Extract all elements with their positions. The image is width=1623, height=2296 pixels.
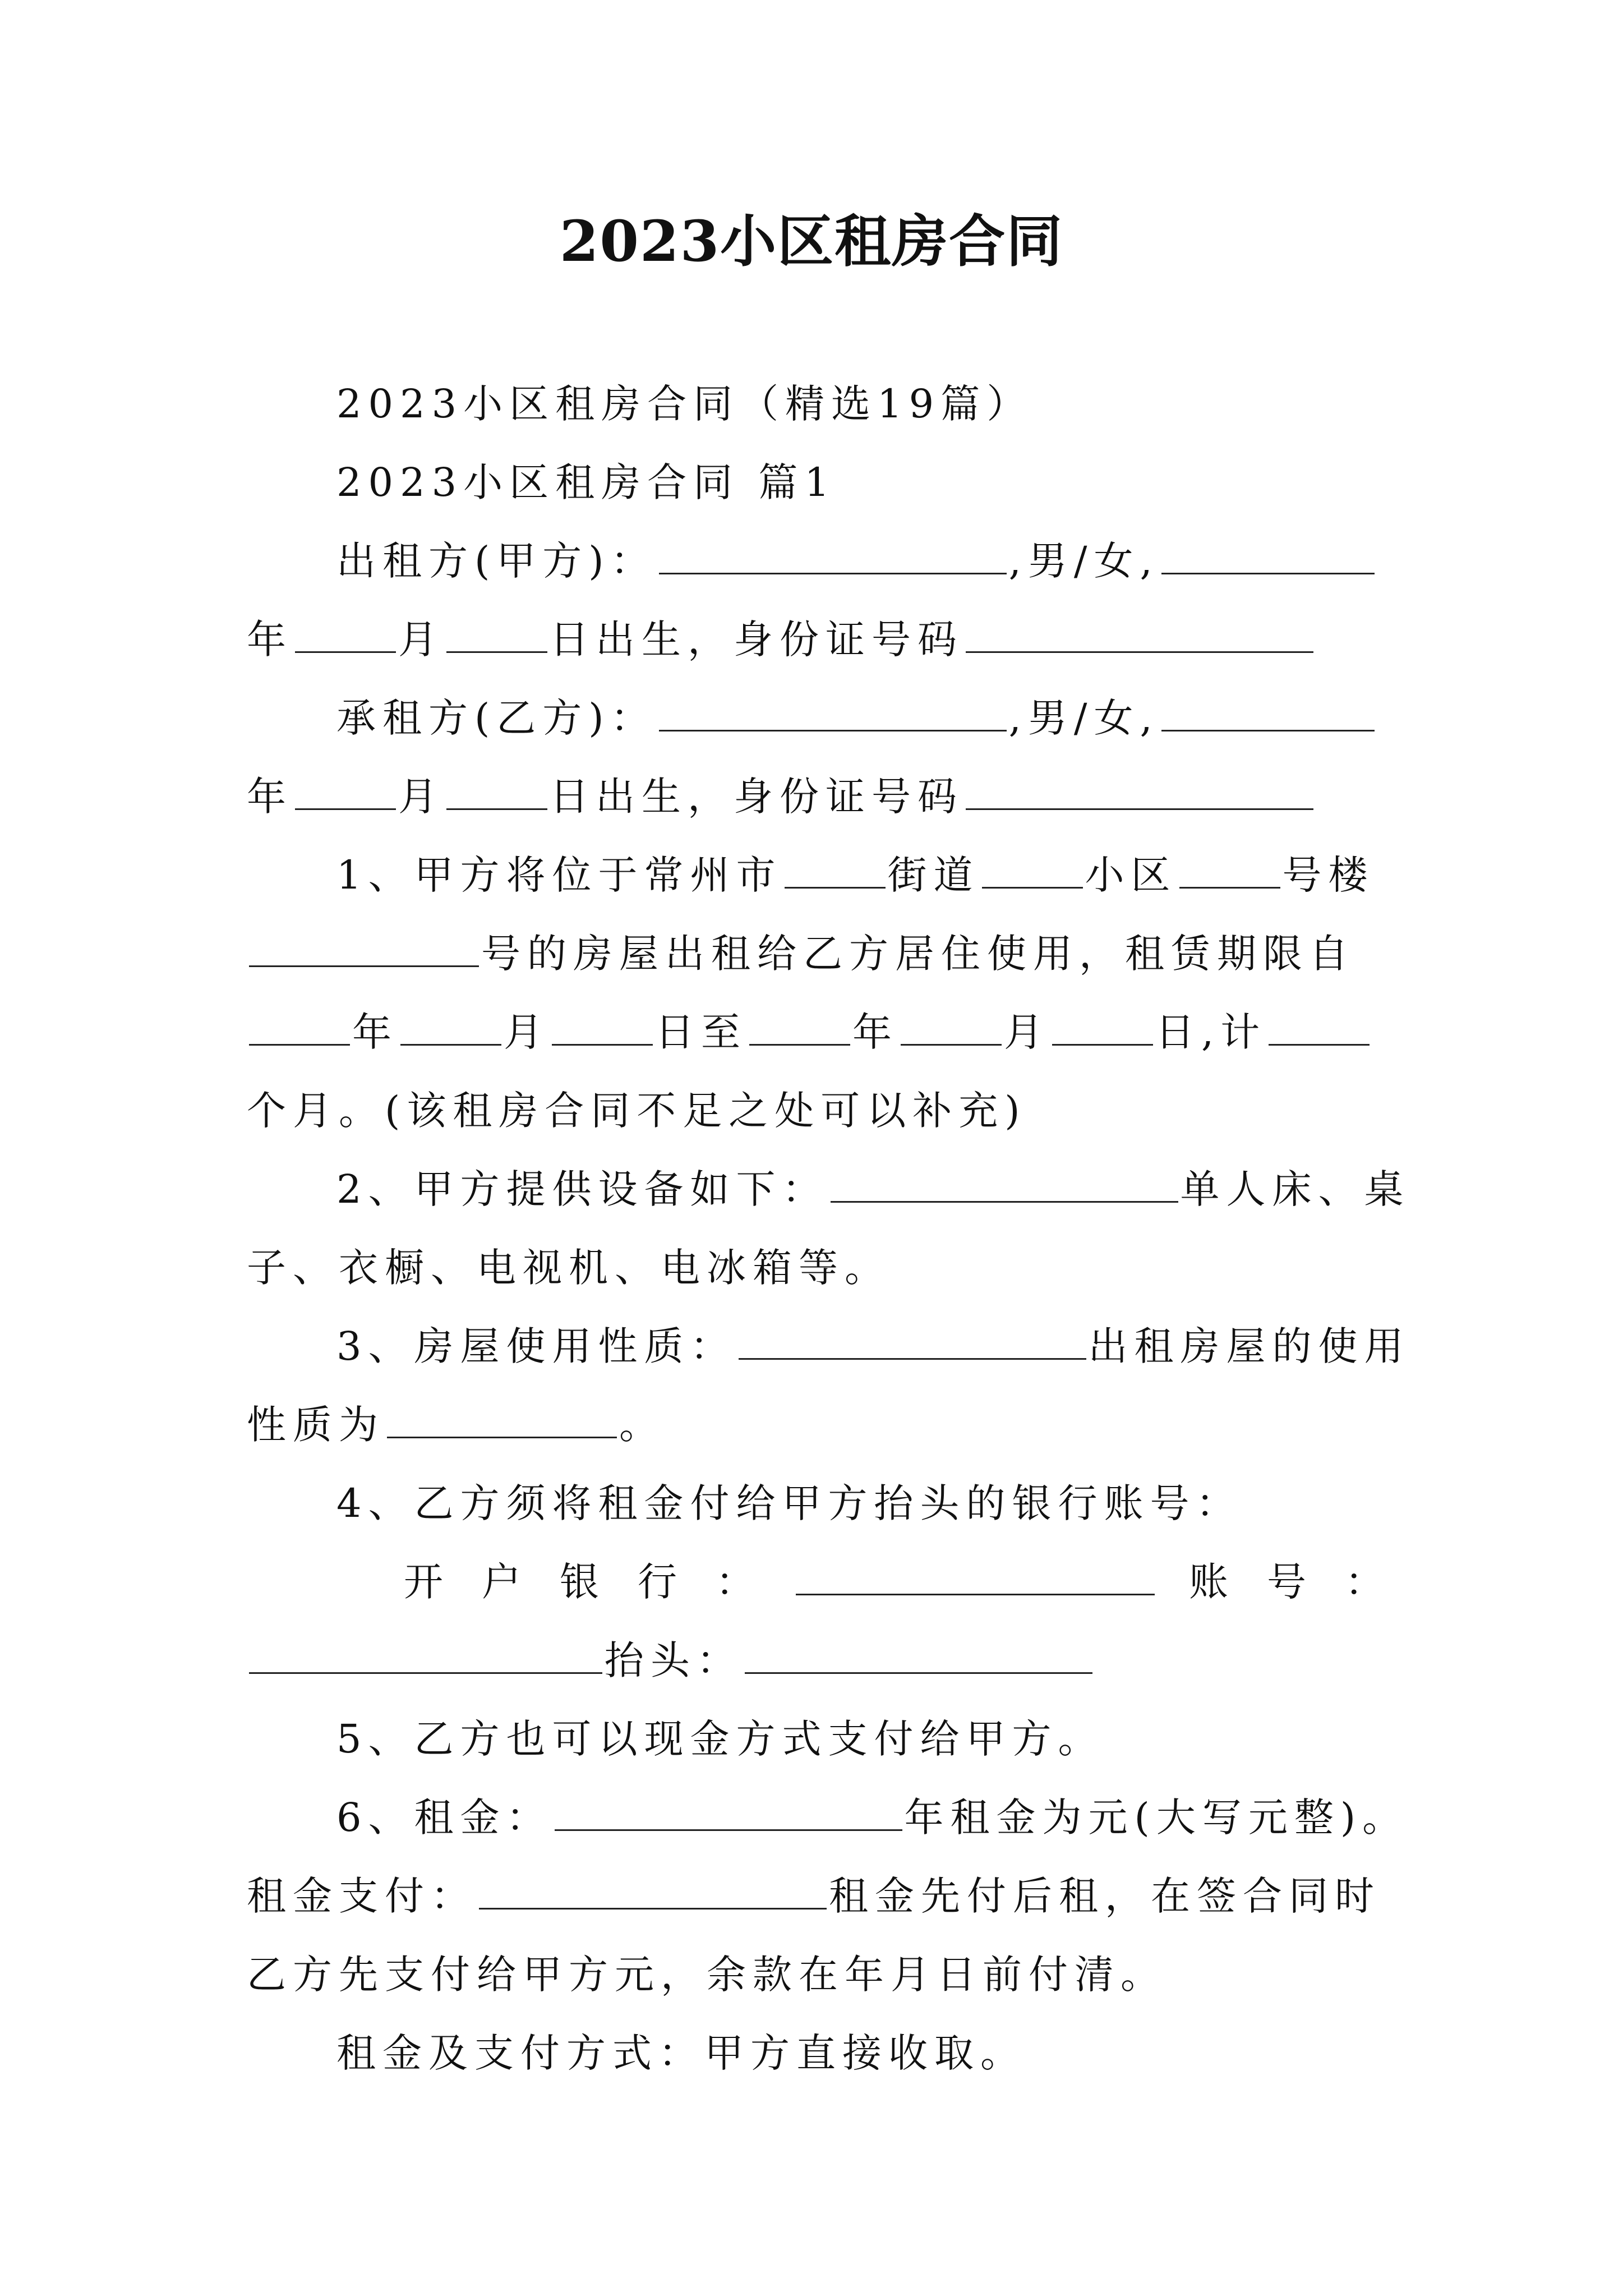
rent-payment-blank	[479, 1864, 827, 1910]
account-char: 账	[1189, 1559, 1235, 1605]
party-b-gender: ,男/女,	[1008, 695, 1159, 741]
clause6-line3: 乙方先支付给甲方元，余款在年月日前付清。	[247, 1952, 1166, 1998]
months-count-blank	[1269, 1000, 1370, 1046]
party-a-birth-year-blank	[1161, 529, 1375, 574]
clause4-line1: 4、乙方须将租金付给甲方抬头的银行账号：	[336, 1480, 1242, 1526]
equipment-blank	[831, 1157, 1178, 1203]
clause6-line2	[247, 1862, 1391, 1930]
rent-blank	[555, 1786, 902, 1831]
id-number-blank	[966, 765, 1313, 810]
building-blank	[1179, 843, 1280, 889]
payee-label: 抬头：	[605, 1637, 743, 1683]
payee-blank	[745, 1628, 1092, 1674]
street-community-blank	[982, 843, 1083, 889]
city-street-blank	[785, 843, 886, 889]
account-number-blank	[249, 1628, 602, 1674]
day-blank	[446, 765, 547, 810]
clause1-text-a: 1、甲方将位于常州市	[336, 852, 782, 898]
bank-char: 行	[638, 1559, 684, 1605]
start-year-blank	[249, 1000, 350, 1046]
clause2-text-a: 2、甲方提供设备如下：	[336, 1166, 828, 1212]
end-month-blank	[901, 1000, 1002, 1046]
party-a-line	[336, 527, 1391, 595]
start-day-blank	[552, 1000, 653, 1046]
year-label: 年	[247, 774, 293, 820]
clause6-text-b: 年租金为元(大写元整)。	[904, 1795, 1409, 1841]
day-id-label: 日出生，身份证号码	[550, 774, 963, 820]
clause3-text-b: 出租房屋的使用	[1088, 1323, 1410, 1369]
clause4-bank-line	[404, 1548, 1391, 1616]
year-label: 年	[247, 616, 293, 662]
bank-name-blank	[796, 1550, 1155, 1595]
bank-char: ：	[716, 1559, 762, 1605]
end-month-label: 月	[1004, 1009, 1050, 1055]
month-blank	[295, 765, 396, 810]
clause1-line2	[247, 920, 1391, 987]
clause3-text-a: 3、房屋使用性质：	[336, 1323, 736, 1369]
clause1-line3	[247, 999, 1391, 1066]
start-month-label: 月	[504, 1009, 550, 1055]
room-number-blank	[249, 922, 479, 967]
party-b-label: 承租方(乙方)：	[336, 695, 657, 741]
account-char: 号	[1267, 1559, 1313, 1605]
party-b-name-blank	[659, 686, 1007, 731]
day-blank	[446, 608, 547, 653]
party-a-name-blank	[659, 529, 1007, 574]
party-a-birth-line	[247, 606, 1391, 673]
end-year-label: 年	[852, 1009, 898, 1055]
party-a-label: 出租方(甲方)：	[336, 538, 657, 584]
month-blank	[295, 608, 396, 653]
clause3-text-c: 性质为	[247, 1402, 385, 1448]
clause3-line2	[247, 1391, 1391, 1458]
clause6-text-a: 6、租金：	[336, 1795, 552, 1841]
clause5-line: 5、乙方也可以现金方式支付给甲方。	[336, 1716, 1104, 1762]
clause6-text-c: 租金支付：	[247, 1873, 477, 1919]
party-b-birth-line	[247, 763, 1391, 830]
end-day-label: 日,计	[1155, 1009, 1267, 1055]
clause3-text-d: 。	[619, 1402, 665, 1448]
clause2-line2: 子、衣橱、电视机、电冰箱等。	[247, 1245, 891, 1291]
section-heading: 2023小区租房合同 篇1	[336, 459, 836, 505]
usage-nature-blank	[387, 1393, 617, 1438]
clause3-line1	[336, 1313, 1410, 1380]
bank-char: 银	[560, 1559, 606, 1605]
bank-char: 开	[404, 1559, 450, 1605]
clause1-line1	[336, 841, 1391, 909]
account-char: ：	[1345, 1559, 1391, 1605]
document-title: 2023小区租房合同	[559, 208, 1064, 274]
clause1-text-c: 小区	[1085, 852, 1177, 898]
id-number-blank	[966, 608, 1313, 653]
start-year-label: 年	[352, 1009, 398, 1055]
clause1-line4: 个月。(该租房合同不足之处可以补充)	[247, 1088, 1027, 1134]
month-label: 月	[398, 616, 444, 662]
clause1-text-d: 号楼	[1282, 852, 1375, 898]
usage-blank	[739, 1314, 1086, 1360]
party-a-gender: ,男/女,	[1008, 538, 1159, 584]
start-month-blank	[400, 1000, 501, 1046]
day-id-label: 日出生，身份证号码	[550, 616, 963, 662]
payment-method-line: 租金及支付方式：甲方直接收取。	[336, 2030, 1026, 2076]
clause6-text-d: 租金先付后租，在签合同时	[829, 1873, 1381, 1919]
clause6-line1	[336, 1784, 1409, 1851]
clause2-text-b: 单人床、桌	[1180, 1166, 1410, 1212]
end-year-blank	[749, 1000, 850, 1046]
party-b-line	[336, 684, 1391, 752]
clause4-account-line	[247, 1627, 1391, 1694]
clause2-line1	[336, 1156, 1410, 1223]
month-label: 月	[398, 774, 444, 820]
bank-char: 户	[482, 1559, 528, 1605]
clause1-text-b: 街道	[887, 852, 980, 898]
clause1-text-e: 号的房屋出租给乙方居住使用，租赁期限自	[481, 931, 1355, 977]
subtitle: 2023小区租房合同（精选19篇）	[336, 381, 1033, 427]
end-day-blank	[1052, 1000, 1153, 1046]
start-day-label: 日至	[655, 1009, 747, 1055]
party-b-birth-year-blank	[1161, 686, 1375, 731]
